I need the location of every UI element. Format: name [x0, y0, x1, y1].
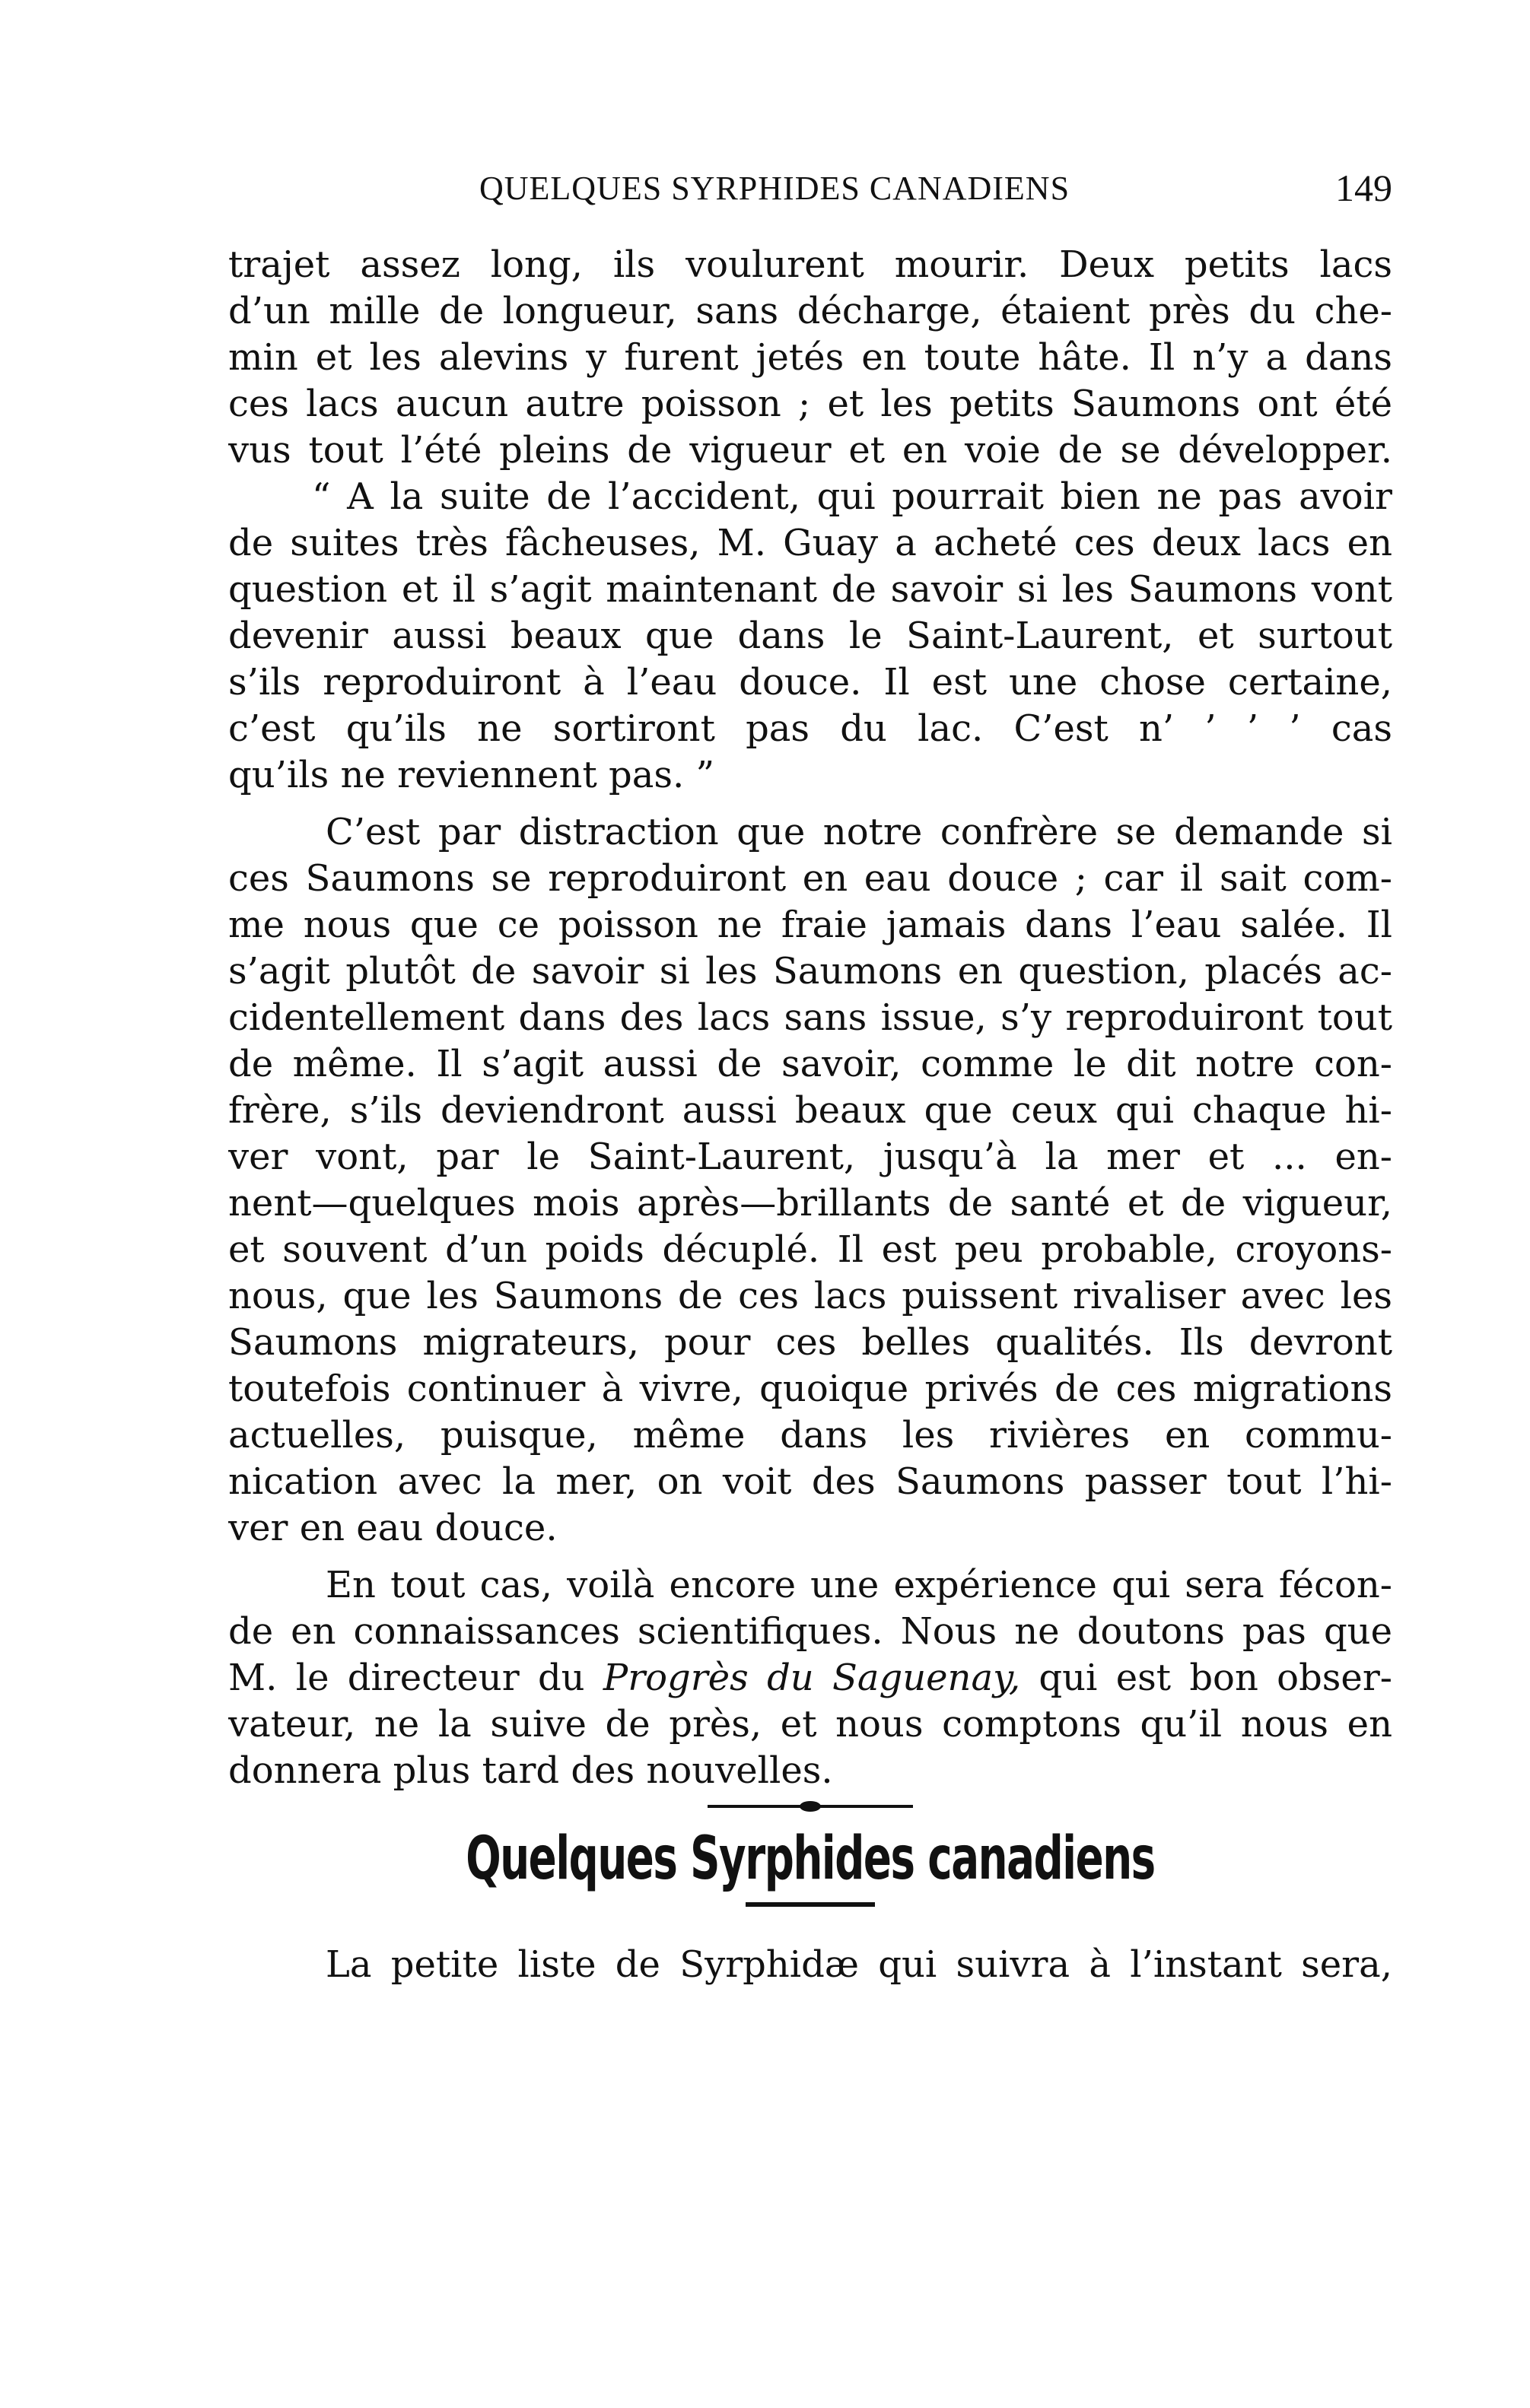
- paragraph-gap: [228, 1552, 1392, 1562]
- paragraph-gap: [228, 799, 1392, 809]
- text-line: frère, s’ils deviendront aussi beaux que ceux qui chaque hi-: [228, 1089, 1392, 1132]
- text-line: de suites très fâcheuses, M. Guay a acheté ces deux lacs en: [228, 522, 1392, 564]
- running-title: QUELQUES SYRPHIDES CANADIENS: [479, 170, 1070, 207]
- paragraph-3: [228, 809, 1392, 1552]
- paragraph-4: [228, 1562, 1392, 1794]
- section-divider: [708, 1805, 913, 1808]
- text-line: devenir aussi beaux que dans le Saint-Laurent, et surtout: [228, 615, 1392, 657]
- text-line: question et il s’agit maintenant de savoir si les Saumons vont: [228, 568, 1392, 611]
- text-line-with-italic: [228, 1655, 1392, 1701]
- text-segment: M. le directeur du: [228, 1657, 603, 1699]
- text-line: C’est par distraction que notre confrère se demande si: [326, 811, 1392, 853]
- text-line: nous, que les Saumons de ces lacs puissent rivaliser avec les: [228, 1275, 1392, 1317]
- text-line: ces lacs aucun autre poisson ; et les petits Saumons ont été: [228, 383, 1392, 425]
- text-line: d’un mille de longueur, sans décharge, étaient près du che-: [228, 290, 1392, 332]
- text-line: s’agit plutôt de savoir si les Saumons en question, placés ac-: [228, 950, 1392, 993]
- section-title: Quelques Syrphides canadiens: [466, 1825, 1155, 1893]
- text-line: de en connaissances scientifiques. Nous ne doutons pas que: [228, 1610, 1392, 1653]
- text-line: min et les alevins y furent jetés en toute hâte. Il n’y a dans: [228, 336, 1392, 379]
- text-line: qu’ils ne reviennent pas. ”: [228, 754, 715, 796]
- paragraph-2: [228, 474, 1392, 799]
- text-line: cidentellement dans des lacs sans issue, s’y reproduiront tout: [228, 996, 1392, 1039]
- newspaper-title: Progrès du Saguenay,: [603, 1657, 1021, 1699]
- page-number: 149: [1335, 167, 1392, 209]
- text-line: nication avec la mer, on voit des Saumons passer tout l’hi-: [228, 1460, 1392, 1503]
- text-line: Saumons migrateurs, pour ces belles qualités. Ils devront: [228, 1321, 1392, 1364]
- text-line: et souvent d’un poids décuplé. Il est peu probable, croyons-: [228, 1228, 1392, 1271]
- text-line: nent—quelques mois après—brillants de santé et de vigueur,: [228, 1182, 1392, 1225]
- text-line: c’est qu’ils ne sortiront pas du lac. C’est n’ ’ ’ ’ cas: [228, 707, 1392, 750]
- text-line: vus tout l’été pleins de vigueur et en voie de se développer.: [228, 429, 1392, 472]
- text-line: ver vont, par le Saint-Laurent, jusqu’à la mer et ... en-: [228, 1136, 1392, 1178]
- text-line: me nous que ce poisson ne fraie jamais dans l’eau salée. Il: [228, 904, 1392, 946]
- text-line: de même. Il s’agit aussi de savoir, comme le dit notre con-: [228, 1043, 1392, 1085]
- section-first-line: La petite liste de Syrphidæ qui suivra à l’instant sera,: [326, 1943, 1392, 1986]
- text-line: ver en eau douce.: [228, 1507, 558, 1549]
- text-line: donnera plus tard des nouvelles.: [228, 1749, 833, 1792]
- text-line: toutefois continuer à vivre, quoique privés de ces migrations: [228, 1368, 1392, 1410]
- page-header: [228, 169, 1392, 214]
- text-line: actuelles, puisque, même dans les rivières en commu-: [228, 1414, 1392, 1457]
- text-line: En tout cas, voilà encore une expérience qui sera fécon-: [326, 1564, 1392, 1606]
- paragraph-1: [228, 242, 1392, 474]
- page-body: [228, 242, 1392, 1988]
- text-line: s’ils reproduiront à l’eau douce. Il est une chose certaine,: [228, 661, 1392, 704]
- text-segment: qui est bon obser-: [1020, 1657, 1392, 1699]
- text-line: “ A la suite de l’accident, qui pourrait bien ne pas avoir: [312, 475, 1392, 518]
- text-line: vateur, ne la suive de près, et nous comptons qu’il nous en: [228, 1703, 1392, 1746]
- section-gap: [228, 1907, 1392, 1942]
- text-line: ces Saumons se reproduiront en eau douce ; car il sait com-: [228, 857, 1392, 900]
- text-line: trajet assez long, ils voulurent mourir. Deux petits lacs: [228, 243, 1392, 286]
